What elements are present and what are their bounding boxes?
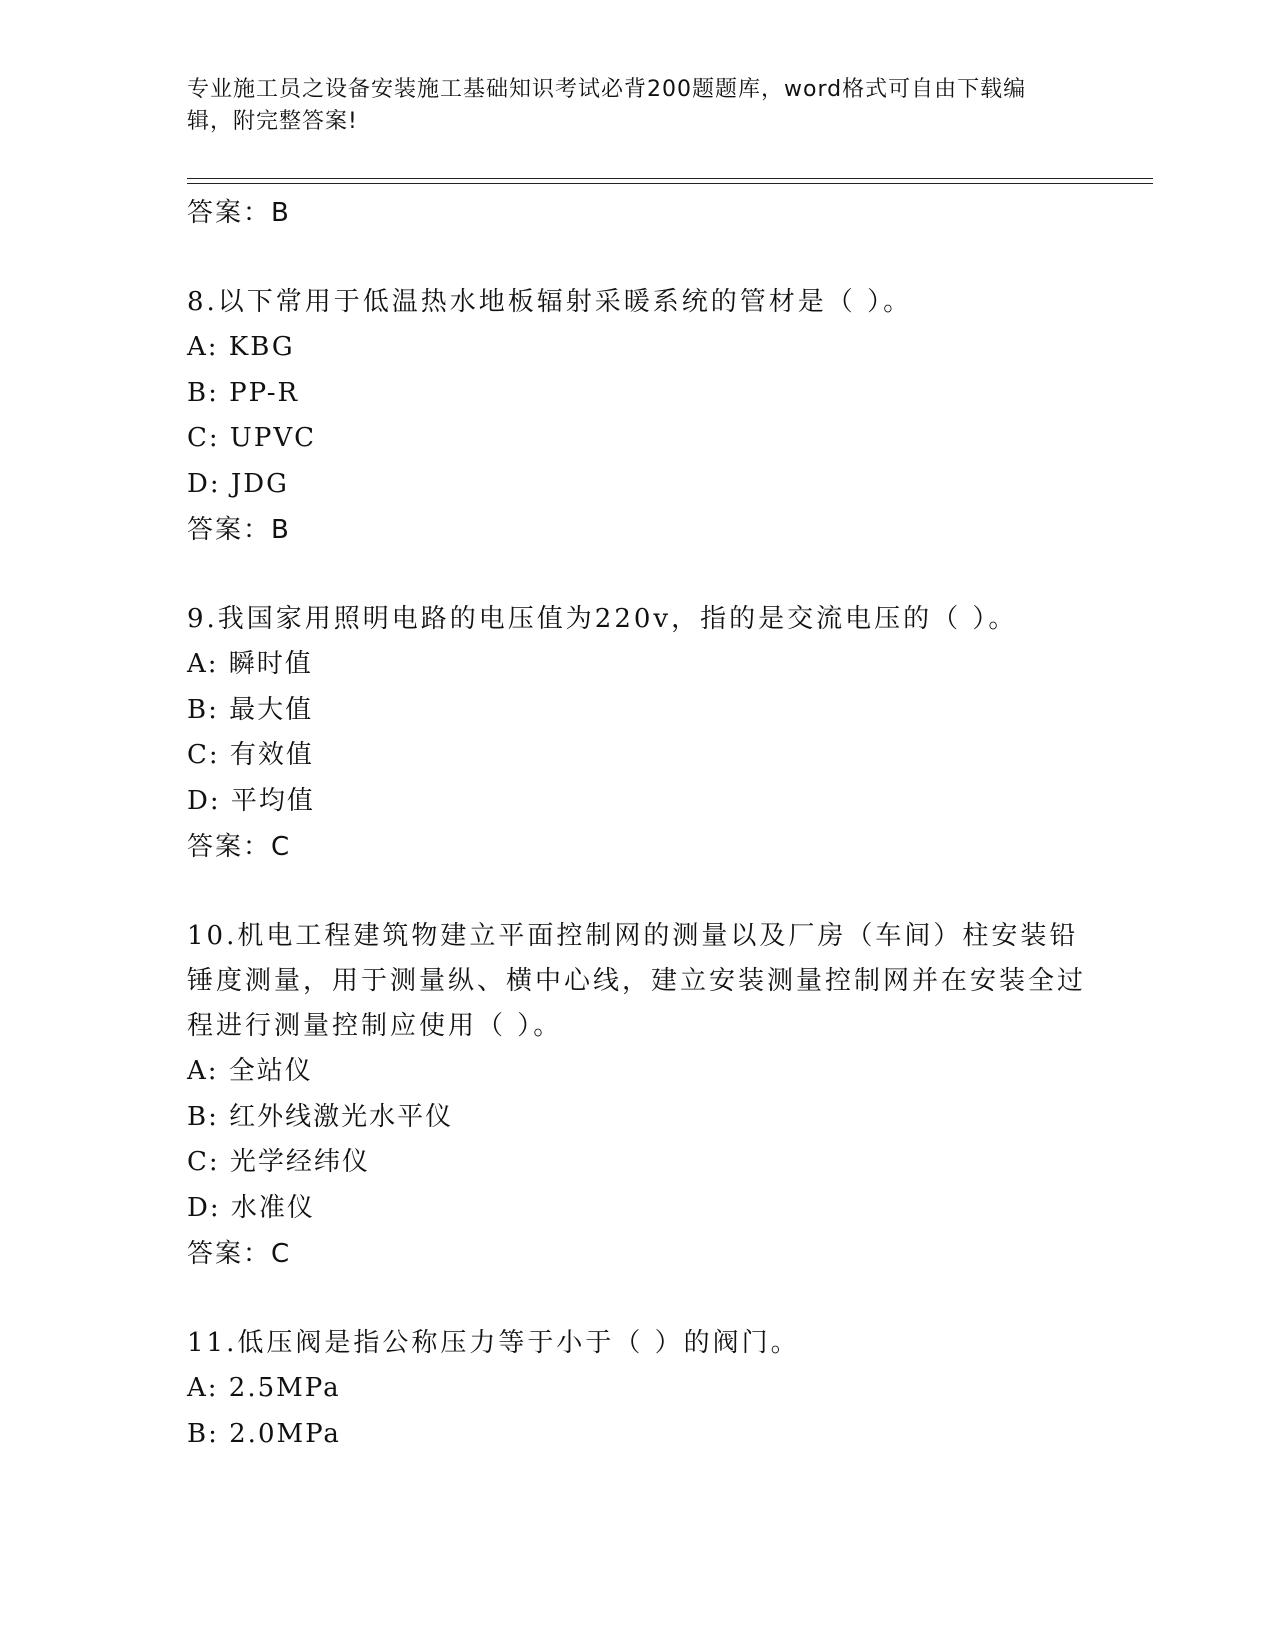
option-b: B: 2.0MPa: [187, 1418, 341, 1449]
option-a: A: 全站仪: [187, 1056, 313, 1086]
option-c: C: 有效值: [187, 740, 314, 770]
option-c: C: 光学经纬仪: [187, 1147, 370, 1177]
answer-line: 答案：B: [187, 515, 291, 545]
option-d: D: 水准仪: [187, 1192, 315, 1223]
option-a: A: KBG: [187, 332, 295, 362]
answer-line: 答案：C: [187, 1239, 292, 1269]
option-c: C: UPVC: [187, 423, 316, 453]
question-text: 10.机电工程建筑物建立平面控制网的测量以及厂房（车间）柱安装铅锤度测量，用于测量纵、横中心线，建立安装测量控制网并在安装全过程进行测量控制应使用（ ）。: [187, 921, 1087, 1041]
answer-line: 答案：C: [187, 832, 292, 862]
question-block: [187, 914, 1087, 1277]
option-a: A: 2.5MPa: [187, 1373, 341, 1403]
question-block: [187, 280, 1087, 553]
question-text: 8.以下常用于低温热水地板辐射采暖系统的管材是（ ）。: [187, 287, 913, 317]
option-a: A: 瞬时值: [187, 649, 313, 679]
document-body: [187, 190, 1087, 1457]
question-block: [187, 1321, 1087, 1457]
answer-line: 答案：B: [187, 198, 291, 228]
document-header: 专业施工员之设备安装施工基础知识考试必背200题题库，word格式可自由下载编辑，附完整答案!: [187, 77, 1027, 134]
option-b: B: 红外线激光水平仪: [187, 1101, 454, 1132]
header-divider-top: [187, 178, 1153, 179]
option-d: D: 平均值: [187, 785, 315, 816]
question-text: 9.我国家用照明电路的电压值为220v，指的是交流电压的（ ）。: [187, 604, 1018, 634]
option-d: D: JDG: [187, 468, 289, 499]
question-block: [187, 597, 1087, 870]
question-text: 11.低压阀是指公称压力等于小于（ ）的阀门。: [187, 1328, 800, 1358]
option-b: B: PP-R: [187, 377, 300, 408]
header-divider-bottom: [187, 183, 1153, 184]
option-b: B: 最大值: [187, 694, 314, 725]
